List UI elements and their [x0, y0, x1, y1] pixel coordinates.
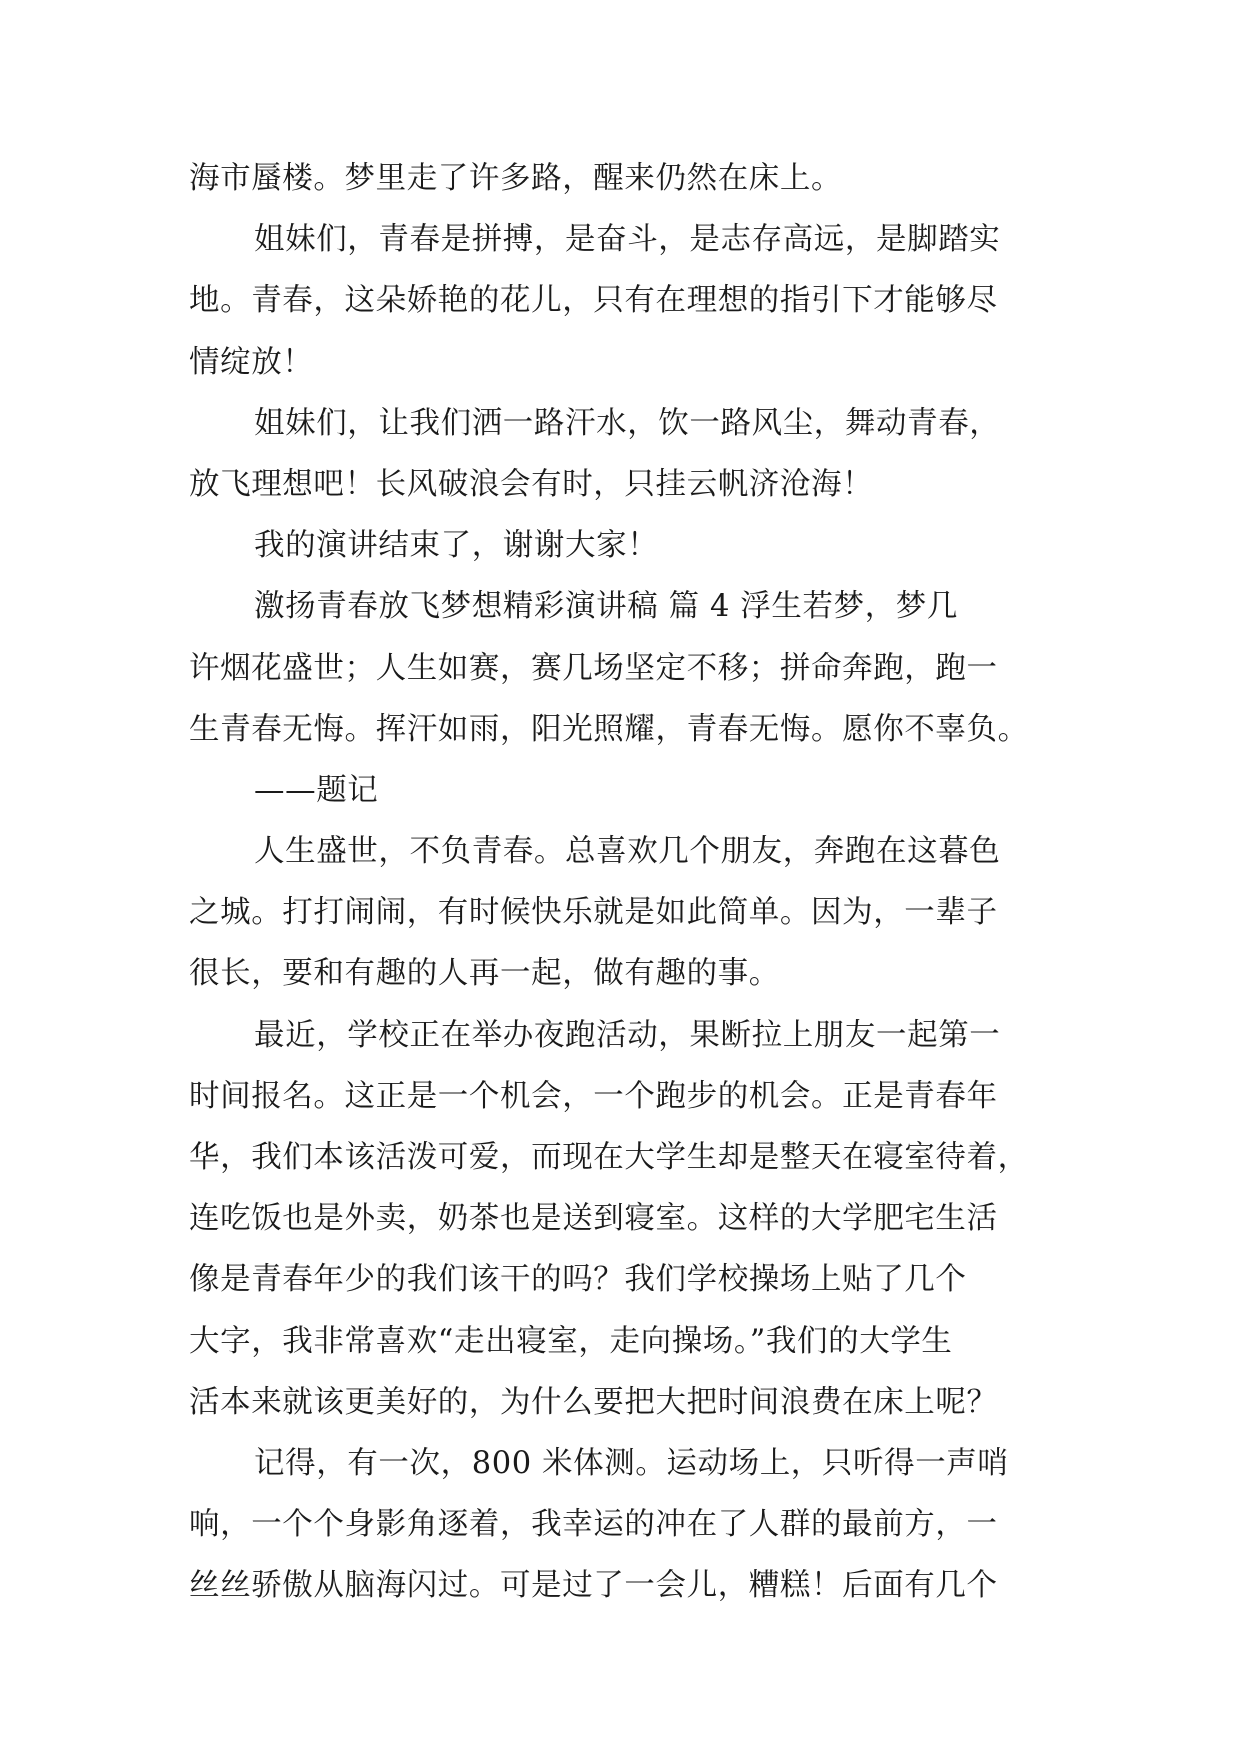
text-line: 大字，我非常喜欢“走出寝室，走向操场。”我们的大学生: [189, 1323, 953, 1359]
text-line: 我的演讲结束了，谢谢大家！: [254, 528, 659, 564]
text-line: 许烟花盛世；人生如赛，赛几场坚定不移；拼命奔跑，跑一: [189, 650, 998, 686]
text-line: 激扬青春放飞梦想精彩演讲稿 篇 4 浮生若梦，梦几: [254, 589, 958, 625]
text-line: 情绽放！: [189, 344, 314, 380]
text-line: 生青春无悔。挥汗如雨，阳光照耀，青春无悔。愿你不辜负。: [189, 711, 1029, 747]
text-line: 时间报名。这正是一个机会，一个跑步的机会。正是青春年: [189, 1078, 998, 1114]
text-line: 海市蜃楼。梦里走了许多路，醒来仍然在床上。: [189, 161, 843, 196]
text-line: 丝丝骄傲从脑海闪过。可是过了一会儿，糟糕！后面有几个: [189, 1568, 998, 1604]
text-line: 像是青春年少的我们该干的吗？我们学校操场上贴了几个: [189, 1262, 967, 1298]
text-line: 人生盛世，不负青春。总喜欢几个朋友，奔跑在这暮色: [254, 834, 1001, 870]
text-line: 姐妹们，青春是拼搏，是奋斗，是志存高远，是脚踏实: [254, 222, 1001, 258]
document-body: [189, 148, 1049, 1617]
text-line: 响，一个个身影角逐着，我幸运的冲在了人群的最前方，一: [189, 1507, 998, 1543]
text-line: 记得，有一次，800 米体测。运动场上，只听得一声哨: [254, 1445, 1009, 1481]
text-line: ——题记: [254, 772, 379, 808]
text-line: 连吃饭也是外卖，奶茶也是送到寝室。这样的大学肥宅生活: [189, 1201, 998, 1237]
text-line: 之城。打打闹闹，有时候快乐就是如此简单。因为，一辈子: [189, 895, 998, 931]
text-line: 放飞理想吧！长风破浪会有时，只挂云帆济沧海！: [189, 466, 874, 502]
text-line: 很长，要和有趣的人再一起，做有趣的事。: [189, 956, 780, 992]
text-line: 活本来就该更美好的，为什么要把大把时间浪费在床上呢？: [189, 1384, 998, 1420]
text-line: 地。青春，这朵娇艳的花儿，只有在理想的指引下才能够尽: [189, 283, 998, 319]
text-line: 最近，学校正在举办夜跑活动，果断拉上朋友一起第一: [254, 1017, 1001, 1053]
text-line: 华，我们本该活泼可爱，而现在大学生却是整天在寝室待着，: [189, 1140, 1029, 1175]
text-line: 姐妹们，让我们洒一路汗水，饮一路风尘，舞动青春，: [254, 405, 1001, 441]
